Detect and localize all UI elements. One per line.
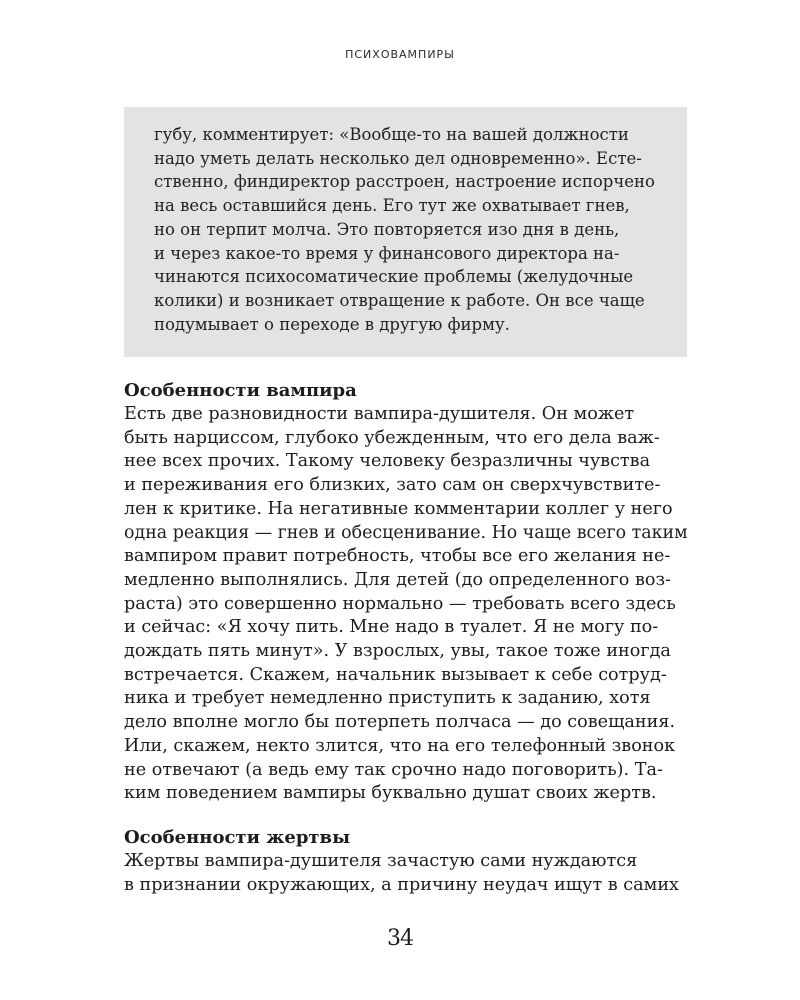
case-study-line: но он терпит молча. Это повторяется изо дня в день, <box>154 219 620 239</box>
paragraph-line: не отвечают (а ведь ему так срочно надо поговорить). Та- <box>124 759 663 780</box>
paragraph-line: нее всех прочих. Такому человеку безразличны чувства <box>124 451 651 472</box>
paragraph-line: Есть две разновидности вампира-душителя. Он может <box>124 404 635 424</box>
section-vampire <box>124 379 690 806</box>
case-study-line: колики) и возникает отвращение к работе. Он все чаще <box>154 290 645 310</box>
case-study-line: подумывает о переходе в другую фирму. <box>154 314 510 334</box>
paragraph-line: и сейчас: «Я хочу пить. Мне надо в туалет. Я не могу по- <box>124 617 659 638</box>
paragraph-line: одна реакция — гнев и обесценивание. Но чаще всего таким <box>124 522 688 543</box>
section-victim <box>124 826 690 897</box>
paragraph-line: и переживания его близких, зато сам он сверхчувствите- <box>124 475 661 496</box>
paragraph-line: встречается. Скажем, начальник вызывает к себе сотруд- <box>124 664 667 685</box>
case-study-line: на весь оставшийся день. Его тут же охватывает гнев, <box>154 196 630 216</box>
paragraph-line: Или, скажем, некто злится, что на его телефонный звонок <box>124 735 676 756</box>
paragraph-line: ким поведением вампиры буквально душат своих жертв. <box>124 783 657 804</box>
case-study-line: надо уметь делать несколько дел одновременно». Есте- <box>154 148 642 168</box>
section-heading: Особенности жертвы <box>124 827 351 848</box>
paragraph-line: раста) это совершенно нормально — требовать всего здесь <box>124 593 676 614</box>
case-study-line: ственно, финдиректор расстроен, настроение испорчено <box>154 172 655 192</box>
case-study-line: и через какое-то время у финансового директора на- <box>154 243 620 263</box>
paragraph-line: в признании окружающих, а причину неудач ищут в самих <box>124 874 679 895</box>
case-study-box <box>124 107 687 357</box>
section-heading: Особенности вампира <box>124 380 357 401</box>
running-header: ПСИХОВАМПИРЫ <box>345 48 455 61</box>
case-study-line: чинаются психосоматические проблемы (желудочные <box>154 267 634 287</box>
case-study-line: губу, комментирует: «Вообще-то на вашей должности <box>154 125 629 144</box>
paragraph-line: медленно выполнялись. Для детей (до определенного воз- <box>124 569 671 590</box>
page-number: 34 <box>387 926 413 951</box>
paragraph-line: Жертвы вампира-душителя зачастую сами нуждаются <box>124 851 638 871</box>
paragraph-line: лен к критике. На негативные комментарии коллег у него <box>124 498 673 519</box>
paragraph-line: дело вполне могло бы потерпеть полчаса — до совещания. <box>124 712 676 733</box>
paragraph-line: вампиром правит потребность, чтобы все его желания не- <box>124 546 671 567</box>
paragraph-line: быть нарциссом, глубоко убежденным, что его дела важ- <box>124 427 660 448</box>
paragraph-line: ника и требует немедленно приступить к заданию, хотя <box>124 688 651 709</box>
paragraph-line: дождать пять минут». У взрослых, увы, такое тоже иногда <box>124 641 671 662</box>
